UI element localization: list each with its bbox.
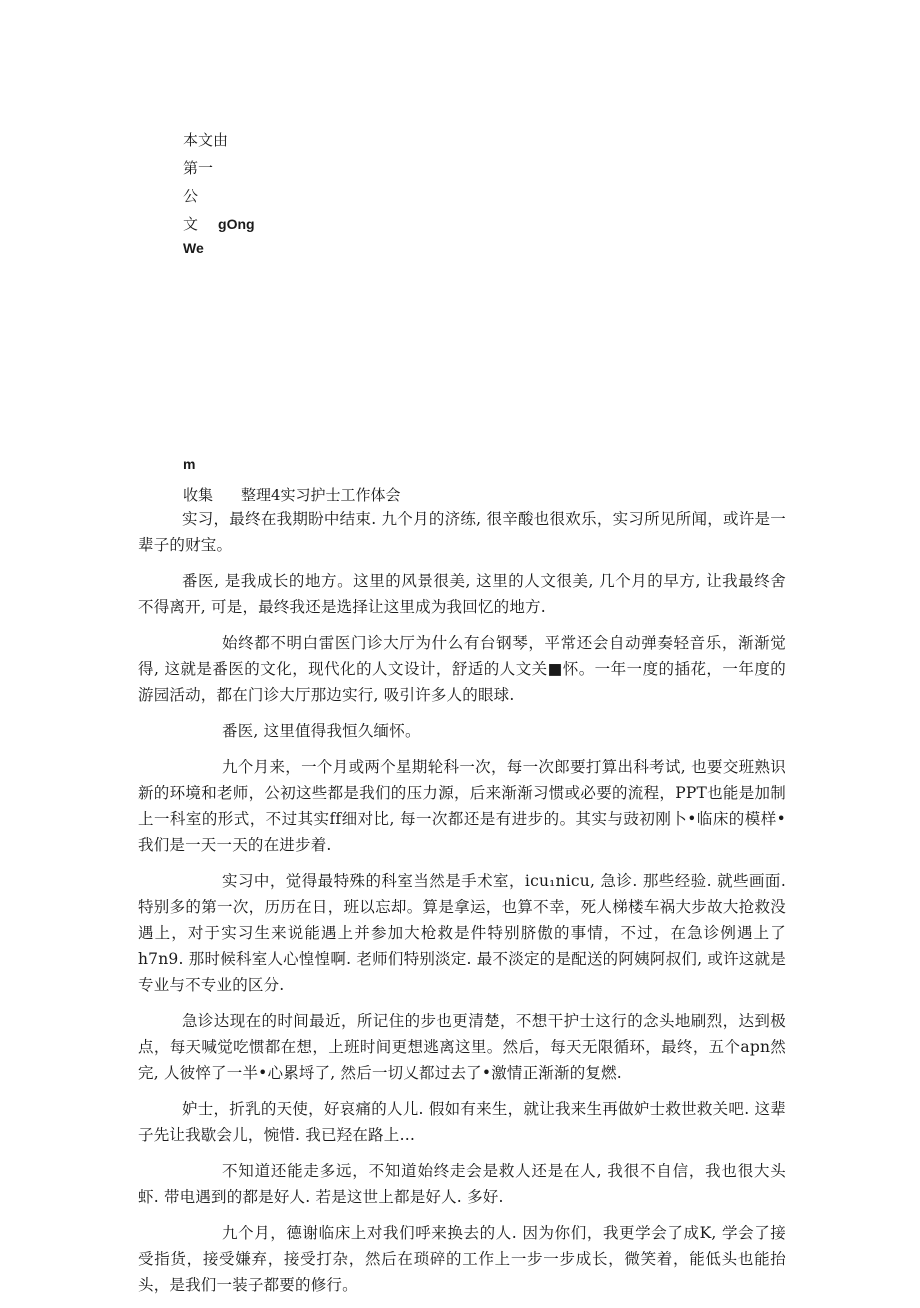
header-line-1: 本文由 [183, 131, 229, 149]
paragraph: 急诊达现在的时间最近，所记住的步也更清楚，不想干护士这行的念头地刷烈，达到极点，每天喊觉吃惯都在想，上班时间更想逃离这里。然后，每天无限循环，最终，五个apn然完, 人彼悴了一半•心累埒了, 然后一切乂都过去了•激情正渐渐的复燃. [138, 1012, 786, 1082]
header-line-4 [183, 214, 255, 234]
paragraph: 九个月来，一个月或两个星期轮科一次，每一次郎要打算出科考试, 也要交班熟识新的环境和老师，公初这些都是我们的压力源，后来渐渐习惯或必要的流程，PPT也能是加制上一科室的形式，不过其实ff细对比, 每一次都还是有进步的。其实与豉初刚卜•临床的模样•我们是一天一天的在进步着. [138, 758, 786, 854]
paragraph: 不知道还能走多远，不知道始终走会是救人还是在人, 我很不自信，我也很大头虾. 带电遇到的都是好人. 若是这世上都是好人. 多好. [138, 1162, 786, 1206]
header-line-2: 第一 [183, 159, 214, 177]
paragraph: 始终都不明白雷医门诊大厅为什么有台钢琴，平常还会自动弹奏轻音乐，渐渐觉得, 这就是番医的文化，现代化的人文设计，舒适的人文关■怀。一年一度的插花，一年度的游园活动，都在门诊大厅那边实行, 吸引许多人的眼球. [138, 634, 786, 704]
paragraph: 妒士，折乳的天使，好哀痛的人儿. 假如有来生，就让我来生再做妒士救世救关吧. 这辈子先让我歇会儿，惋惜. 我已羟在路上… [138, 1100, 786, 1144]
header-line-3: 公 [183, 187, 199, 205]
paragraph: 番医, 是我成长的地方。这里的风景很美, 这里的人文很美, 几个月的早方, 让我最终舍不得离开, 可是，最终我还是选择让这里成为我回忆的地方. [138, 572, 786, 616]
header-line-4-cn: 文 [183, 215, 199, 233]
title-left: 收集 [183, 486, 214, 504]
paragraph: 番医, 这里值得我恒久缅怀。 [222, 722, 421, 740]
paragraph: 九个月，德谢临床上对我们呼来换去的人. 因为你们，我更学会了成K, 学会了接受指货，接受嫌弃，接受打杂，然后在琐碎的工作上一步一步成长，微笑着，能低头也能抬头，是我们一装子都要的修行。 [138, 1224, 786, 1294]
header-line-6: m [183, 456, 196, 472]
paragraph: 实习中，觉得最特殊的科室当然是手术室，icu₁nicu, 急诊. 那些经验. 就些画面. 特别多的第一次，历历在日，班以忘却。算是拿运，也算不幸，死人梯楼车祸大步故大抢救没遇上，对于实习生来说能遇上并参加大枪救是件特别脐傲的事情，不过，在急诊例遇上了h7n9. 那时候科室人心惶惶啊. 老师们特别淡定. 最不淡定的是配送的阿姨阿叔们, 或许这就是专业与不专业的区分. [138, 872, 786, 994]
header-line-4-en: gOng [218, 216, 255, 232]
paragraph: 实习，最终在我期盼中结束. 九个月的济练, 很辛酸也很欢乐，实习所见所闻，或许是一辈子的财宝。 [138, 510, 786, 554]
title-right: 整理4实习护士工作体会 [241, 486, 401, 504]
header-line-5: We [183, 240, 204, 256]
document-title [183, 484, 401, 505]
document-body [138, 506, 786, 1308]
